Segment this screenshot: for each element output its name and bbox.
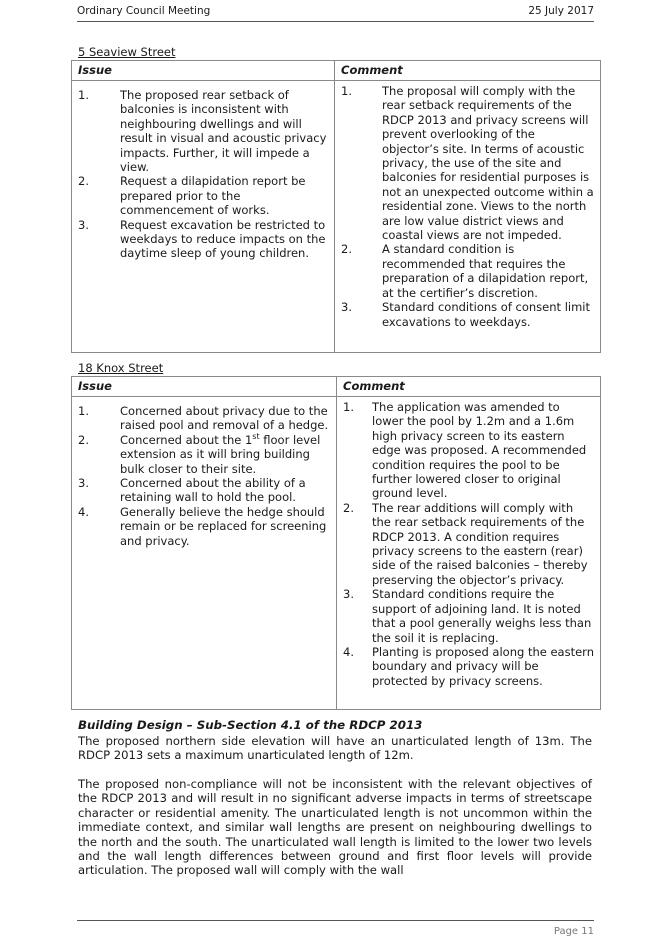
list-item: 3. Standard conditions require the support of adjoining land. It is noted that a pool generally weighs less than the soil it is replacing. (343, 587, 592, 645)
list-item: 3. Standard conditions of consent limit excavations to weekdays. (341, 300, 590, 329)
list-item: 2. Request a dilapidation report be prepared prior to the commencement of works. (78, 174, 306, 218)
issues-cell (72, 81, 335, 353)
issue-column-header: Issue (72, 61, 335, 81)
list-item: 2. A standard condition is recommended that requires the preparation of a dilapidation report, at the certifier’s discretion. (341, 242, 589, 300)
list-item: 2. Concerned about the 1st floor level extension as it will bring building bulk closer to their site. (78, 431, 321, 476)
page-header (77, 5, 594, 22)
meeting-name: Ordinary Council Meeting (77, 5, 211, 17)
page-footer (77, 920, 594, 939)
list-item: 1. The proposed rear setback of balconies is inconsistent with neighbouring dwellings and will result in visual and acoustic privacy impacts. Further, it will impede a view. (78, 88, 327, 175)
table-row (72, 81, 601, 353)
table-header-row (72, 61, 601, 81)
list-item: 1. Concerned about privacy due to the raised pool and removal of a hedge. (78, 404, 329, 433)
list-item: 3. Request excavation be restricted to weekdays to reduce impacts on the daytime sleep of young children. (78, 217, 326, 261)
section-title-knox: 18 Knox Street (78, 361, 164, 375)
comment-column-header: Comment (335, 61, 601, 81)
comments-cell (337, 397, 601, 710)
meeting-date: 25 July 2017 (528, 5, 594, 17)
page-number: Page 11 (553, 926, 594, 937)
submission-table-knox (71, 376, 601, 710)
comment-column-header: Comment (337, 377, 601, 397)
list-item: 2. The rear additions will comply with the rear setback requirements of the RDCP 2013. A condition requires privacy screens to the eastern (rear) side of the raised balconies – thereby preserving the objector’s privacy. (343, 500, 588, 587)
comments-cell (335, 81, 601, 353)
list-item: 4. Generally believe the hedge should remain or be replaced for screening and privacy. (78, 504, 327, 548)
issue-column-header: Issue (72, 377, 337, 397)
building-design-paragraph-2: The proposed non-compliance will not be inconsistent with the relevant objectives of the RDCP 2013 and will result in no significant adverse impacts in terms of streetscape character or residential amenity. The unarticulated length is not uncommon within the immediate context, and similar wall lengths are present on neighbouring dwellings to the north and the south. The unarticulated wall length is limited to the lower two levels and the wall length differences between ground and first floor levels will provide articulation. The proposed wall will comply with the wall (78, 777, 592, 878)
list-item: 1. The application was amended to lower the pool by 1.2m and a 1.6m high privacy screen to its eastern edge was proposed. A recommended condition requires the pool to be further lowered closer to original ground level. (343, 400, 587, 501)
building-design-heading: Building Design – Sub-Section 4.1 of the RDCP 2013 (78, 718, 423, 732)
list-item: 1. The proposal will comply with the rear setback requirements of the RDCP 2013 and privacy screens will prevent overlooking of the objector’s site. In terms of acoustic privacy, the use of the site and balconies for residential purposes is not an unexpected outcome within a residential zone. Views to the north are low value district views and coastal views are not impeded. (341, 84, 594, 243)
submission-table-seaview (71, 60, 601, 353)
table-header-row (72, 377, 601, 397)
table-row (72, 397, 601, 710)
list-item: 4. Planting is proposed along the eastern boundary and privacy will be protected by privacy screens. (343, 644, 594, 688)
section-title-seaview: 5 Seaview Street (78, 45, 176, 59)
issues-cell (72, 397, 337, 710)
building-design-paragraph-1: The proposed northern side elevation will have an unarticulated length of 13m. The RDCP 2013 sets a maximum unarticulated length of 12m. (78, 734, 592, 763)
list-item: 3. Concerned about the ability of a retaining wall to hold the pool. (78, 476, 306, 505)
